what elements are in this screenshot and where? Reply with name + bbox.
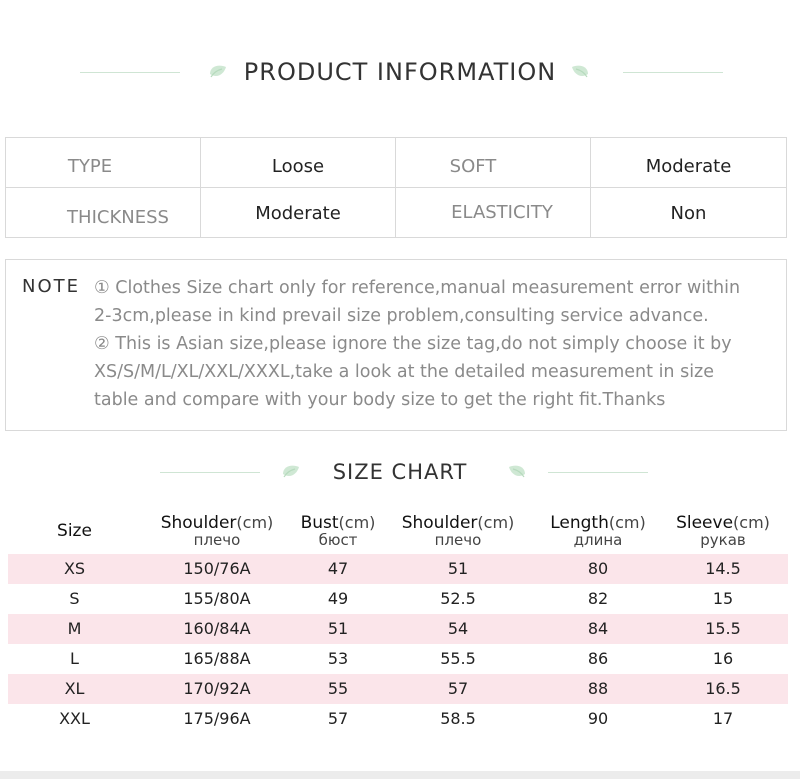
cell-bust: 55 [327,679,349,698]
table-row [8,704,788,734]
section-title: PRODUCT INFORMATION [243,58,557,86]
note-line: table and compare with your body size to get the right fit.Thanks [94,390,666,410]
cell-shoulder-2: 58.5 [440,709,476,728]
table-row [8,584,788,614]
header-sleeve [663,507,783,554]
cell-shoulder-2: 52.5 [440,589,476,608]
product-info-heading [0,52,800,92]
product-info-table [5,137,787,238]
header-label: Length(cm) [550,512,646,533]
header-sublabel: плечо [193,530,241,549]
cell-shoulder-2: 51 [447,559,469,578]
cell-shoulder: 165/88A [183,649,251,668]
thickness-label: THICKNESS [67,206,169,228]
cell-size: XL [64,679,85,698]
cell-size: L [70,649,79,668]
cell-length: 82 [587,589,609,608]
note-line: XS/S/M/L/XL/XXL/XXXL,take a look at the detailed measurement in size [94,362,715,382]
cell-length: 80 [587,559,609,578]
cell-shoulder-2: 55.5 [440,649,476,668]
cell-shoulder: 155/80A [183,589,251,608]
cell-shoulder: 160/84A [183,619,251,638]
header-shoulder [141,507,293,554]
elasticity-value: Non [670,202,707,224]
note-text [94,274,774,414]
cell-shoulder: 175/96A [183,709,251,728]
cell-shoulder: 170/92A [183,679,251,698]
size-chart-heading [0,452,800,492]
cell-length: 88 [587,679,609,698]
table-body [8,554,788,734]
cell-length: 84 [587,619,609,638]
note-line: 2-3cm,please in kind prevail size problem,consulting service advance. [94,306,709,326]
cell-bust: 53 [327,649,349,668]
header-length [533,507,663,554]
cell-shoulder-2: 57 [447,679,469,698]
header-sublabel: бюст [318,530,358,549]
cell-bust: 57 [327,709,349,728]
section-title: SIZE CHART [332,460,468,484]
header-sublabel: плечо [434,530,482,549]
table-row [8,614,788,644]
heading-divider-right [623,72,723,73]
table-header-row [8,507,788,554]
cell-bust: 49 [327,589,349,608]
header-label: Shoulder(cm) [401,512,515,533]
table-row [8,554,788,584]
thickness-value: Moderate [255,202,341,224]
soft-value: Moderate [645,155,732,177]
cell-size: M [67,619,82,638]
cell-bust: 47 [327,559,349,578]
cell-sleeve: 14.5 [705,559,741,578]
heading-divider-right [548,472,648,473]
cell-length: 90 [587,709,609,728]
cell-size: XXL [59,709,90,728]
header-bust [293,507,383,554]
cell-sleeve: 15.5 [705,619,741,638]
header-label: Size [57,520,92,541]
cell-length: 86 [587,649,609,668]
note-line: ① Clothes Size chart only for reference,manual measurement error within [94,278,741,298]
header-shoulder-2 [383,507,533,554]
cell-sleeve: 16.5 [705,679,741,698]
header-sublabel: длина [573,530,623,549]
type-value: Loose [271,155,325,177]
note-label: NOTE [22,276,81,297]
header-size [8,507,141,554]
size-chart-table [8,507,788,734]
header-label: Shoulder(cm) [160,512,274,533]
table-row [8,644,788,674]
leaf-icon [569,62,591,82]
cell-size: S [69,589,80,608]
cell-shoulder: 150/76A [183,559,251,578]
table-row [8,674,788,704]
header-label: Sleeve(cm) [676,512,770,533]
soft-label: SOFT [449,155,497,177]
header-label: Bust(cm) [300,512,376,533]
bottom-divider [0,771,800,779]
leaf-icon [506,462,528,482]
note-line: ② This is Asian size,please ignore the size tag,do not simply choose it by [94,334,732,354]
cell-shoulder-2: 54 [447,619,469,638]
cell-size: XS [63,559,86,578]
cell-sleeve: 17 [712,709,734,728]
cell-sleeve: 16 [712,649,734,668]
note-box [5,259,787,431]
type-label: TYPE [67,155,113,177]
cell-bust: 51 [327,619,349,638]
elasticity-label: ELASTICITY [451,201,553,223]
cell-sleeve: 15 [712,589,734,608]
header-sublabel: рукав [700,530,746,549]
